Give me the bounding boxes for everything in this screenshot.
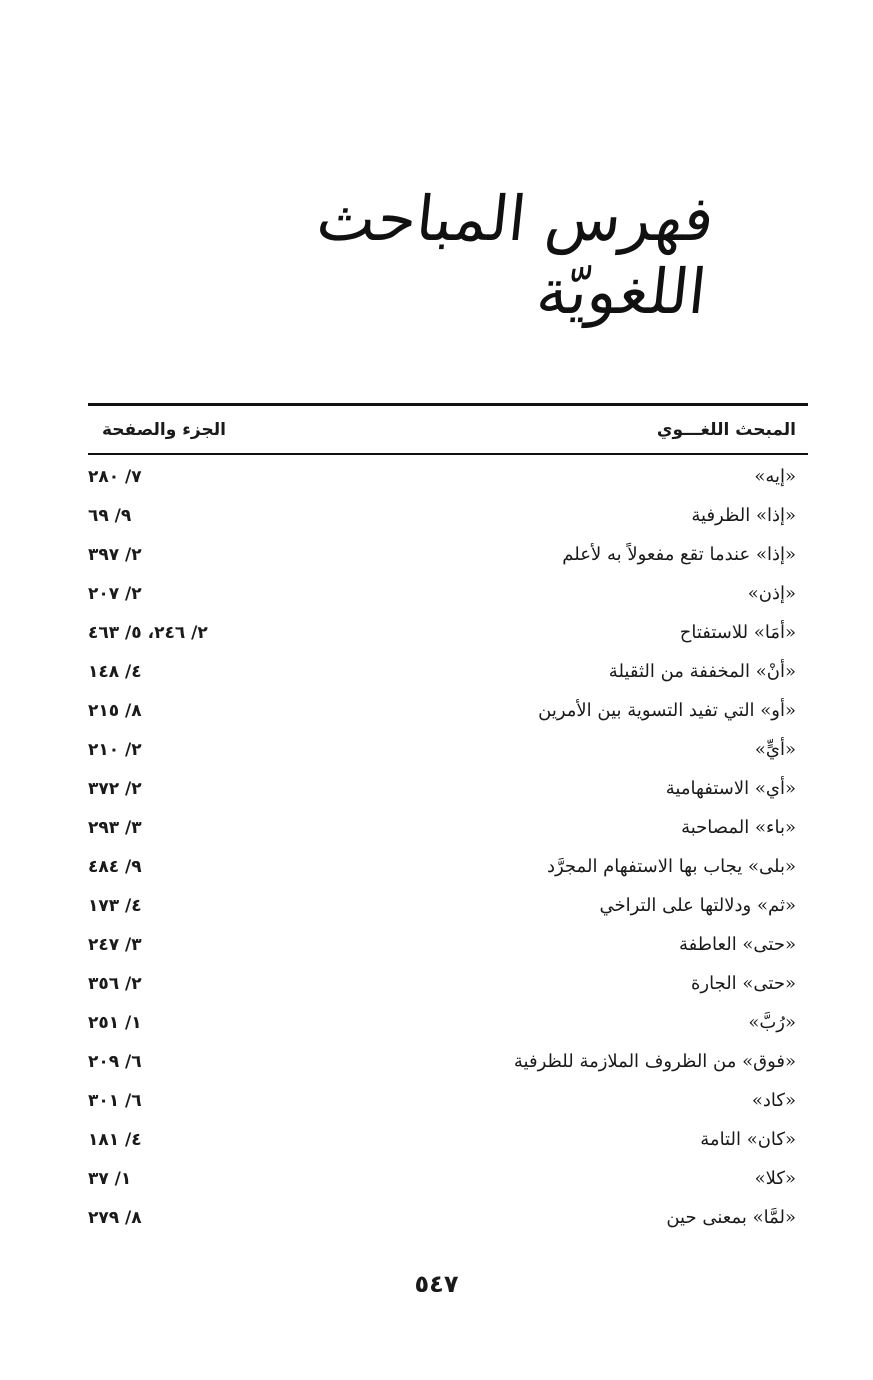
- row-topic: «أنْ» المخففة من الثقيلة: [608, 661, 796, 682]
- row-topic: «إذا» الظرفية: [691, 505, 796, 526]
- index-table: [88, 403, 808, 1237]
- row-reference: ٢/ ٣٧٢: [88, 778, 142, 799]
- row-reference: ٦/ ٣٠١: [88, 1090, 142, 1111]
- row-topic: «ثم» ودلالتها على التراخي: [599, 895, 796, 916]
- row-topic: «كان» التامة: [700, 1129, 796, 1150]
- table-row: [88, 1042, 808, 1081]
- row-reference: ٩/ ٦٩: [88, 505, 132, 526]
- row-reference: ١/ ٣٧: [88, 1168, 132, 1189]
- table-row: [88, 457, 808, 496]
- row-topic: «أو» التي تفيد التسوية بين الأمرين: [538, 700, 796, 721]
- table-body: [88, 455, 808, 1237]
- row-topic: «رُبَّ»: [748, 1012, 796, 1033]
- table-row: [88, 574, 808, 613]
- table-row: [88, 535, 808, 574]
- table-row: [88, 652, 808, 691]
- row-reference: ٨/ ٢٧٩: [88, 1207, 142, 1228]
- row-topic: «إيه»: [754, 466, 796, 487]
- table-row: [88, 769, 808, 808]
- row-reference: ٢/ ٢٤٦، ٥/ ٤٦٣: [88, 622, 208, 643]
- table-row: [88, 964, 808, 1003]
- table-row: [88, 1081, 808, 1120]
- table-row: [88, 1198, 808, 1237]
- table-row: [88, 847, 808, 886]
- table-row: [88, 730, 808, 769]
- row-topic: «حتى» العاطفة: [678, 934, 796, 955]
- row-topic: «إذا» عندما تقع مفعولاً به لأعلم: [562, 544, 796, 565]
- row-reference: ٢/ ٣٥٦: [88, 973, 142, 994]
- table-row: [88, 691, 808, 730]
- row-topic: «بلى» يجاب بها الاستفهام المجرَّد: [546, 856, 796, 877]
- table-row: [88, 1003, 808, 1042]
- table-row: [88, 613, 808, 652]
- row-topic: «أمَا» للاستفتاح: [679, 622, 796, 643]
- row-reference: ٣/ ٢٩٣: [88, 817, 142, 838]
- table-header: [88, 406, 808, 453]
- row-reference: ٣/ ٢٤٧: [88, 934, 142, 955]
- page-title: فهرس المباحث اللغويّة: [313, 182, 718, 328]
- row-reference: ٢/ ٢٠٧: [88, 583, 142, 604]
- row-topic: «لمَّا» بمعنى حين: [666, 1207, 796, 1228]
- row-topic: «باء» المصاحبة: [681, 817, 796, 838]
- row-reference: ٨/ ٢١٥: [88, 700, 142, 721]
- header-reference: الجزء والصفحة: [102, 419, 226, 440]
- row-reference: ٤/ ١٤٨: [88, 661, 142, 682]
- row-reference: ١/ ٢٥١: [88, 1012, 142, 1033]
- row-topic: «فوق» من الظروف الملازمة للظرفية: [513, 1051, 796, 1072]
- row-reference: ٢/ ٢١٠: [88, 739, 142, 760]
- table-row: [88, 808, 808, 847]
- row-topic: «أيٍّ»: [754, 739, 796, 760]
- table-row: [88, 1120, 808, 1159]
- table-row: [88, 496, 808, 535]
- row-reference: ٤/ ١٧٣: [88, 895, 142, 916]
- row-reference: ٧/ ٢٨٠: [88, 466, 142, 487]
- header-topic: المبحث اللغـــوي: [656, 419, 796, 440]
- row-reference: ٤/ ١٨١: [88, 1129, 142, 1150]
- row-topic: «كلا»: [754, 1168, 796, 1189]
- page-number: ٥٤٧: [414, 1270, 459, 1298]
- row-topic: «حتى» الجارة: [690, 973, 796, 994]
- row-reference: ٩/ ٤٨٤: [88, 856, 142, 877]
- row-topic: «إذن»: [747, 583, 796, 604]
- table-row: [88, 886, 808, 925]
- row-topic: «أي» الاستفهامية: [665, 778, 796, 799]
- row-reference: ٢/ ٣٩٧: [88, 544, 142, 565]
- row-reference: ٦/ ٢٠٩: [88, 1051, 142, 1072]
- table-row: [88, 1159, 808, 1198]
- row-topic: «كاد»: [751, 1090, 796, 1111]
- table-row: [88, 925, 808, 964]
